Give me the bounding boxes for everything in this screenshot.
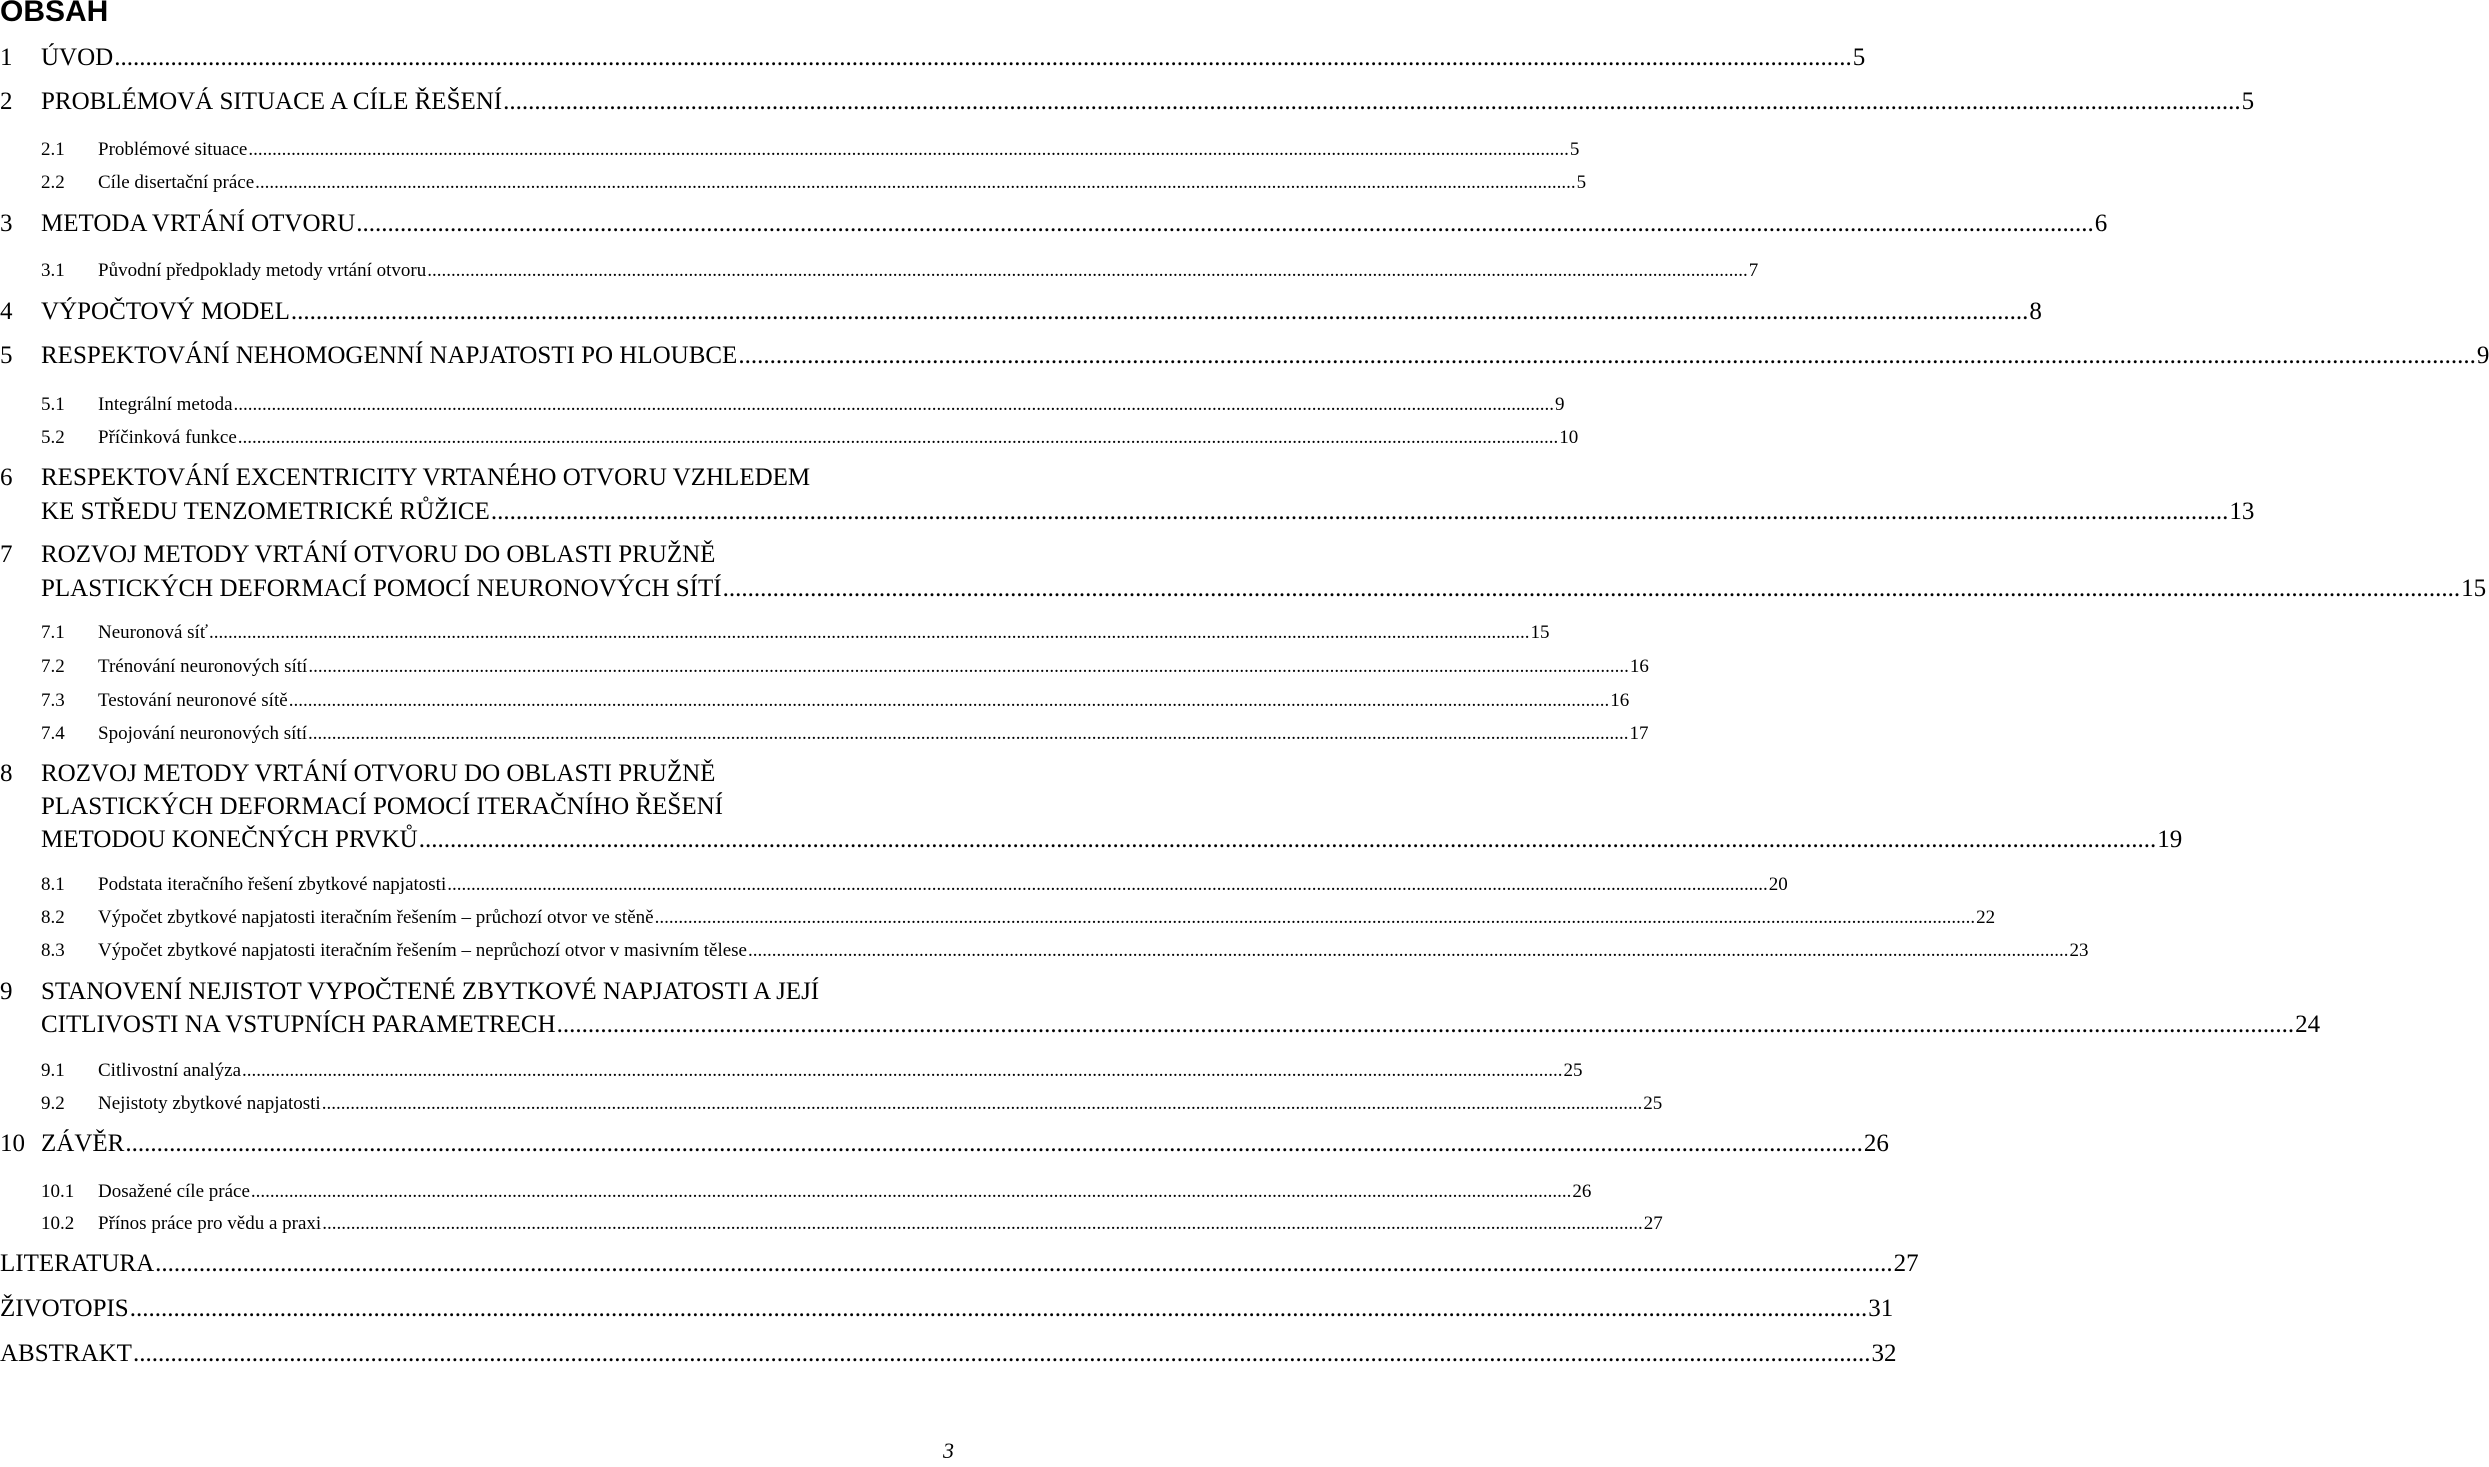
toc-entry-8-1[interactable] (0, 874, 1788, 896)
toc-entry-number: 8.3 (41, 940, 65, 961)
leader-dots: ...................................................................................................................................................................................................................................................................................... (288, 690, 1610, 711)
toc-entry-number: 7.1 (41, 622, 65, 643)
toc-entry-number: 5.1 (41, 394, 65, 415)
toc-entry-3[interactable] (0, 210, 2108, 238)
toc-entry-page: 20 (1768, 874, 1788, 895)
leader-dots: ...................................................................................................................................................................................................................................................................................... (155, 1250, 1893, 1277)
toc-entry-page: 8 (2029, 298, 2042, 325)
toc-entry-number: 2.1 (41, 139, 65, 160)
leader-dots: ...................................................................................................................................................................................................................................................................................... (114, 44, 1852, 71)
toc-entry-number: 10 (0, 1130, 25, 1157)
toc-entry-page: 27 (1893, 1250, 1919, 1277)
leader-dots: ...................................................................................................................................................................................................................................................................................... (248, 139, 1569, 160)
leader-dots: ...................................................................................................................................................................................................................................................................................... (503, 88, 2241, 115)
toc-entry-title: VÝPOČTOVÝ MODEL (41, 298, 290, 325)
toc-entry-page: 10 (1559, 427, 1579, 448)
toc-entry-number: 1 (0, 44, 13, 71)
toc-entry-page: 26 (1572, 1181, 1592, 1202)
toc-entry-3-1[interactable] (0, 260, 1759, 282)
toc-entry-title: Cíle disertační práce (98, 172, 255, 193)
toc-entry-title: Citlivostní analýza (98, 1060, 242, 1081)
toc-entry-number: 2.2 (41, 172, 65, 193)
toc-entry-10-1[interactable] (0, 1181, 1592, 1203)
toc-entry-title: Výpočet zbytkové napjatosti iteračním řešením – průchozí otvor ve stěně (98, 907, 654, 928)
toc-entry-number: 8.2 (41, 907, 65, 928)
toc-entry-number: 9.2 (41, 1093, 65, 1114)
toc-entry-number: 7 (0, 541, 13, 568)
toc-entry-10[interactable] (0, 1130, 1889, 1158)
leader-dots: ...................................................................................................................................................................................................................................................................................... (208, 622, 1530, 643)
toc-entry-page: 26 (1863, 1130, 1889, 1157)
toc-entry-number: 3 (0, 210, 13, 237)
toc-entry-page: 19 (2157, 826, 2183, 853)
toc-entry-page: 17 (1629, 723, 1649, 744)
toc-entry-9-1[interactable] (0, 1060, 1583, 1082)
toc-entry-1[interactable] (0, 44, 1866, 72)
toc-entry-page: 7 (1748, 260, 1759, 281)
toc-entry-2[interactable] (0, 88, 2255, 116)
toc-entry-page: 22 (1976, 907, 1996, 928)
toc-entry-title: LITERATURA (0, 1250, 155, 1277)
leader-dots: ...................................................................................................................................................................................................................................................................................... (233, 394, 1555, 415)
toc-entry-page: 16 (1610, 690, 1630, 711)
toc-entry-title-line1: RESPEKTOVÁNÍ EXCENTRICITY VRTANÉHO OTVORU VZHLEDEM (41, 464, 811, 491)
toc-entry-7-2[interactable] (0, 656, 1649, 678)
toc-entry-6-cont[interactable] (0, 498, 2255, 526)
toc-entry-number: 9.1 (41, 1060, 65, 1081)
toc-entry-title: Neuronová síť (98, 622, 208, 643)
toc-entry-2-2[interactable] (0, 172, 1587, 194)
toc-entry-title: ÚVOD (41, 44, 114, 71)
toc-entry-number: 8.1 (41, 874, 65, 895)
toc-entry-abstrakt[interactable] (0, 1340, 1897, 1368)
toc-entry-number: 7.4 (41, 723, 65, 744)
toc-entry-page: 13 (2229, 498, 2255, 525)
toc-entry-title: Původní předpoklady metody vrtání otvoru (98, 260, 427, 281)
toc-entry-title: ZÁVĚR (41, 1130, 125, 1157)
toc-entry-title: PROBLÉMOVÁ SITUACE A CÍLE ŘEŠENÍ (41, 88, 503, 115)
toc-entry-title: Testování neuronové sítě (98, 690, 288, 711)
toc-entry-title: Trénování neuronových sítí (98, 656, 308, 677)
toc-entry-8-cont2[interactable] (0, 826, 2183, 854)
toc-entry-page: 5 (1852, 44, 1866, 71)
toc-entry-page: 32 (1871, 1340, 1897, 1367)
leader-dots: ...................................................................................................................................................................................................................................................................................... (738, 342, 2476, 369)
toc-entry-4[interactable] (0, 298, 2042, 326)
toc-entry-2-1[interactable] (0, 139, 1580, 161)
leader-dots: ...................................................................................................................................................................................................................................................................................... (307, 723, 1629, 744)
toc-entry-title: ŽIVOTOPIS (0, 1295, 129, 1322)
leader-dots: ...................................................................................................................................................................................................................................................................................... (308, 656, 1629, 677)
toc-entry-page: 15 (2461, 575, 2487, 602)
leader-dots: ...................................................................................................................................................................................................................................................................................... (290, 298, 2029, 325)
toc-entry-title-line1: ROZVOJ METODY VRTÁNÍ OTVORU DO OBLASTI PRUŽNĚ (41, 760, 716, 787)
leader-dots: ...................................................................................................................................................................................................................................................................................... (418, 826, 2157, 853)
toc-entry-page: 25 (1563, 1060, 1583, 1081)
toc-entry-5-1[interactable] (0, 394, 1565, 416)
leader-dots: ...................................................................................................................................................................................................................................................................................... (556, 1011, 2295, 1038)
toc-entry-title: Dosažené cíle práce (98, 1181, 250, 1202)
toc-heading: OBSAH (0, 0, 109, 28)
toc-entry-number: 3.1 (41, 260, 65, 281)
toc-entry-number: 7.2 (41, 656, 65, 677)
leader-dots: ...................................................................................................................................................................................................................................................................................... (255, 172, 1576, 193)
toc-entry-page: 25 (1643, 1093, 1663, 1114)
toc-entry-title-line2: PLASTICKÝCH DEFORMACÍ POMOCÍ NEURONOVÝCH SÍTÍ (41, 575, 722, 602)
toc-entry-7-cont[interactable] (0, 575, 2487, 603)
toc-entry-title: Podstata iteračního řešení zbytkové napjatosti (98, 874, 447, 895)
toc-entry-page: 6 (2094, 210, 2108, 237)
toc-entry-number: 7.3 (41, 690, 65, 711)
toc-entry-page: 15 (1530, 622, 1550, 643)
page-number: 3 (943, 1438, 954, 1463)
leader-dots: ...................................................................................................................................................................................................................................................................................... (125, 1130, 1863, 1157)
toc-entry-title: Problémové situace (98, 139, 248, 160)
toc-entry-page: 9 (2476, 342, 2489, 369)
toc-entry-title-line2: KE STŘEDU TENZOMETRICKÉ RŮŽICE (41, 498, 490, 525)
toc-entry-title: RESPEKTOVÁNÍ NEHOMOGENNÍ NAPJATOSTI PO HLOUBCE (41, 342, 738, 369)
leader-dots: ...................................................................................................................................................................................................................................................................................... (722, 575, 2461, 602)
toc-entry-page: 23 (2069, 940, 2089, 961)
toc-entry-title: Příčinková funkce (98, 427, 237, 448)
leader-dots: ...................................................................................................................................................................................................................................................................................... (242, 1060, 1563, 1081)
toc-entry-page: 27 (1643, 1213, 1663, 1234)
toc-entry-number: 2 (0, 88, 13, 115)
toc-entry-7[interactable] (0, 541, 960, 569)
toc-entry-title-line1: STANOVENÍ NEJISTOT VYPOČTENÉ ZBYTKOVÉ NAPJATOSTI A JEJÍ (41, 978, 820, 1005)
leader-dots: ...................................................................................................................................................................................................................................................................................... (654, 907, 1976, 928)
toc-entry-number: 5.2 (41, 427, 65, 448)
toc-entry-page: 5 (1576, 172, 1587, 193)
toc-entry-7-4[interactable] (0, 723, 1649, 745)
toc-entry-9[interactable] (0, 978, 960, 1006)
leader-dots: ...................................................................................................................................................................................................................................................................................... (322, 1213, 1643, 1234)
toc-entry-7-1[interactable] (0, 622, 1550, 644)
toc-entry-5[interactable] (0, 342, 2489, 370)
toc-entry-title-line1: ROZVOJ METODY VRTÁNÍ OTVORU DO OBLASTI PRUŽNĚ (41, 541, 716, 568)
toc-entry-number: 9 (0, 978, 13, 1005)
toc-entry-title: ABSTRAKT (0, 1340, 132, 1367)
toc-entry-number: 10.1 (41, 1181, 75, 1202)
toc-entry-page: 16 (1629, 656, 1649, 677)
leader-dots: ...................................................................................................................................................................................................................................................................................... (747, 940, 2069, 961)
toc-entry-8-2[interactable] (0, 907, 1996, 929)
toc-entry-9-2[interactable] (0, 1093, 1663, 1115)
toc-entry-page: 5 (2241, 88, 2255, 115)
toc-entry-page: 31 (1868, 1295, 1894, 1322)
leader-dots: ...................................................................................................................................................................................................................................................................................... (427, 260, 1748, 281)
toc-entry-10-2[interactable] (0, 1213, 1663, 1235)
toc-entry-title-line2: PLASTICKÝCH DEFORMACÍ POMOCÍ ITERAČNÍHO ŘEŠENÍ (41, 793, 723, 820)
toc-entry-7-3[interactable] (0, 690, 1630, 712)
toc-entry-number: 10.2 (41, 1213, 75, 1234)
toc-entry-title: METODA VRTÁNÍ OTVORU (41, 210, 356, 237)
toc-entry-title: Nejistoty zbytkové napjatosti (98, 1093, 321, 1114)
leader-dots: ...................................................................................................................................................................................................................................................................................... (447, 874, 1768, 895)
toc-entry-6[interactable] (0, 464, 960, 492)
toc-entry-8-cont1[interactable] (0, 793, 960, 821)
toc-entry-zivotopis[interactable] (0, 1295, 1894, 1323)
leader-dots: ...................................................................................................................................................................................................................................................................................... (129, 1295, 1868, 1322)
leader-dots: ...................................................................................................................................................................................................................................................................................... (132, 1340, 1871, 1367)
toc-entry-9-cont[interactable] (0, 1011, 2321, 1039)
toc-entry-page: 5 (1569, 139, 1580, 160)
leader-dots: ...................................................................................................................................................................................................................................................................................... (321, 1093, 1643, 1114)
toc-entry-5-2[interactable] (0, 427, 1579, 449)
toc-entry-number: 5 (0, 342, 13, 369)
toc-entry-number: 6 (0, 464, 13, 491)
toc-entry-title: Výpočet zbytkové napjatosti iteračním řešením – neprůchozí otvor v masivním tělese (98, 940, 747, 961)
leader-dots: ...................................................................................................................................................................................................................................................................................... (250, 1181, 1572, 1202)
toc-entry-title: Přínos práce pro vědu a praxi (98, 1213, 322, 1234)
leader-dots: ...................................................................................................................................................................................................................................................................................... (490, 498, 2229, 525)
toc-entry-page: 9 (1555, 394, 1565, 415)
leader-dots: ...................................................................................................................................................................................................................................................................................... (356, 210, 2094, 237)
toc-entry-number: 8 (0, 760, 13, 787)
toc-entry-number: 4 (0, 298, 13, 325)
toc-entry-title: Spojování neuronových sítí (98, 723, 307, 744)
toc-entry-title-line3: METODOU KONEČNÝCH PRVKŮ (41, 826, 418, 853)
toc-entry-8-3[interactable] (0, 940, 2089, 962)
toc-entry-title: Integrální metoda (98, 394, 233, 415)
toc-entry-literatura[interactable] (0, 1250, 1919, 1278)
toc-entry-title-line2: CITLIVOSTI NA VSTUPNÍCH PARAMETRECH (41, 1011, 556, 1038)
leader-dots: ...................................................................................................................................................................................................................................................................................... (237, 427, 1559, 448)
toc-entry-page: 24 (2295, 1011, 2321, 1038)
toc-entry-8[interactable] (0, 760, 960, 788)
